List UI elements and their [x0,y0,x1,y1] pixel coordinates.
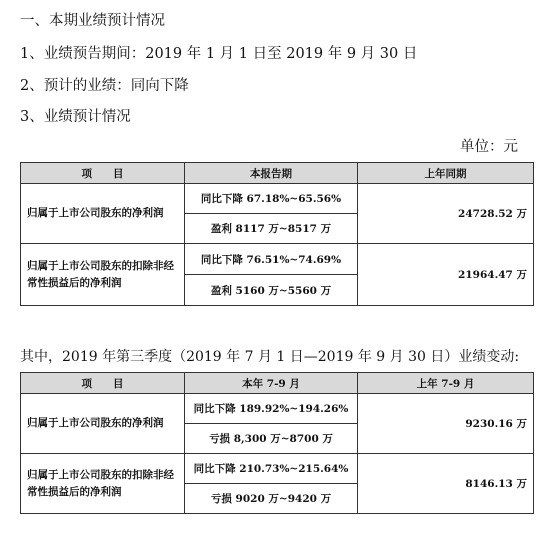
column-header-current: 本年 7-9 月 [185,373,358,394]
table-header-row [21,373,534,394]
change-range: 同比下降 189.92%~194.26% [185,394,358,424]
change-range: 同比下降 210.73%~215.64% [185,454,358,484]
column-header-prior: 上年 7-9 月 [358,373,534,394]
prior-value: 24728.52 万 [358,184,534,244]
forecast-table [20,162,534,306]
q3-table [20,372,534,514]
row-label: 归属于上市公司股东的扣除非经常性损益后的净利润 [21,244,185,306]
table-row [21,394,534,424]
forecast-result-item: 2、预计的业绩：同向下降 [20,78,189,94]
profit-range: 盈利 5160 万~5560 万 [185,275,358,306]
unit-label: 单位：元 [460,139,518,155]
column-header-current: 本报告期 [185,163,358,184]
q3-heading: 其中，2019 年第三季度（2019 年 7 月 1 日—2019 年 9 月 30 日）业绩变动: [20,349,520,365]
change-range: 同比下降 76.51%~74.69% [185,244,358,275]
change-range: 同比下降 67.18%~65.56% [185,184,358,214]
prior-value: 21964.47 万 [358,244,534,306]
row-label: 归属于上市公司股东的净利润 [21,394,185,454]
column-header-item: 项 目 [21,163,185,184]
section-heading: 一、本期业绩预计情况 [20,13,165,29]
table-row [21,244,534,275]
loss-range: 亏损 8,300 万~8700 万 [185,424,358,454]
forecast-period-item: 1、业绩预告期间：2019 年 1 月 1 日至 2019 年 9 月 30 日 [20,46,418,62]
prior-value: 9230.16 万 [358,394,534,454]
row-label: 归属于上市公司股东的净利润 [21,184,185,244]
column-header-prior: 上年同期 [358,163,534,184]
forecast-detail-item: 3、业绩预计情况 [20,109,131,125]
loss-range: 亏损 9020 万~9420 万 [185,484,358,514]
table-row [21,184,534,214]
table-header-row [21,163,534,184]
row-label: 归属于上市公司股东的扣除非经常性损益后的净利润 [21,454,185,514]
column-header-item: 项 目 [21,373,185,394]
table-row [21,454,534,484]
prior-value: 8146.13 万 [358,454,534,514]
profit-range: 盈利 8117 万~8517 万 [185,214,358,244]
